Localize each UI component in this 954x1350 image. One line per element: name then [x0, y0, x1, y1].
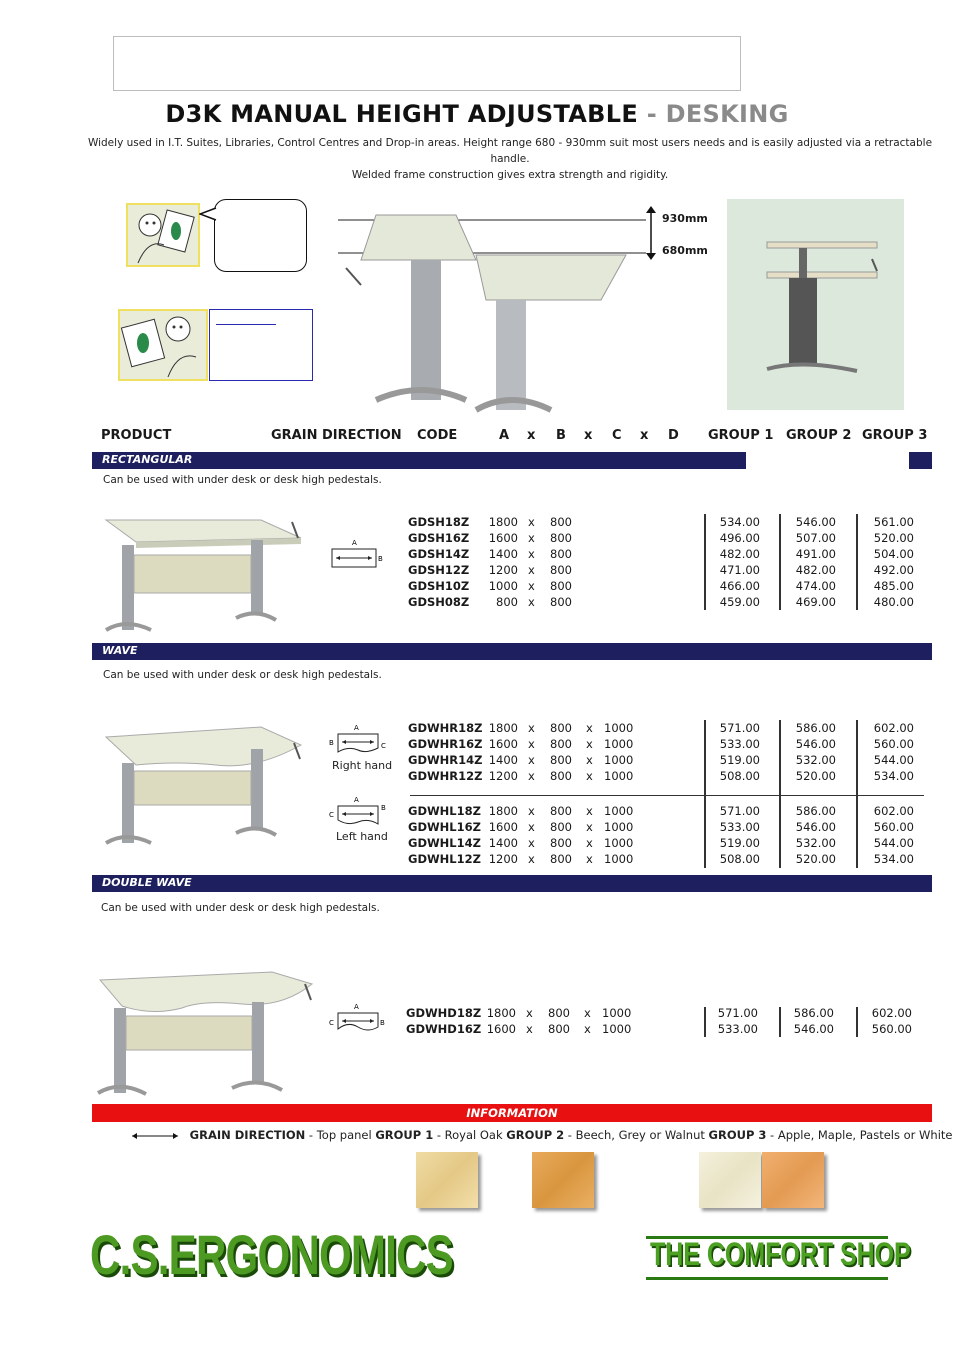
- times-sign: x: [528, 579, 535, 593]
- info-g2-label: GROUP 2: [506, 1128, 565, 1142]
- cs-ergonomics-logo: C.S.ERGONOMICS: [90, 1223, 453, 1286]
- rect-price-table: [400, 514, 930, 610]
- dim-c: 1000: [602, 1022, 632, 1036]
- table-row: [400, 578, 930, 594]
- dim-a: 1200: [488, 563, 518, 577]
- link-underline[interactable]: [216, 324, 276, 325]
- wave-right-grain-diagram: [328, 722, 388, 758]
- product-code: GDWHD18Z: [406, 1006, 482, 1020]
- intro-text: [80, 135, 940, 183]
- cartoon-reader-image: [126, 203, 200, 267]
- price-group1: 534.00: [719, 515, 760, 529]
- swatch-beech: [532, 1152, 594, 1208]
- times-sign: x: [528, 563, 535, 577]
- rect-vline-1: [704, 514, 706, 610]
- dwave-vline-1: [704, 1007, 706, 1037]
- dim-a: 1800: [488, 721, 518, 735]
- speech-bubble: [214, 199, 307, 272]
- svg-text:C: C: [381, 742, 386, 750]
- svg-text:B: B: [380, 1019, 385, 1027]
- price-group2: 586.00: [795, 804, 836, 818]
- times-sign: x: [528, 804, 535, 818]
- times-sign: x: [528, 737, 535, 751]
- height-low-label: 680mm: [662, 244, 708, 257]
- times-sign: x: [586, 721, 593, 735]
- dim-c: 1000: [604, 769, 634, 783]
- product-code: GDSH12Z: [408, 563, 470, 577]
- table-row: [400, 736, 930, 752]
- price-group1: 533.00: [717, 1022, 758, 1036]
- svg-text:A: A: [354, 724, 359, 732]
- price-group1: 519.00: [719, 753, 760, 767]
- times-sign: x: [526, 1022, 533, 1036]
- dim-b: 800: [550, 547, 572, 561]
- times-sign: x: [528, 820, 535, 834]
- page-title: [0, 100, 954, 128]
- col-product: PRODUCT: [101, 428, 172, 443]
- table-row: [398, 1005, 930, 1021]
- section-bar-rectangular: RECTANGULAR: [92, 452, 746, 469]
- section-bar-rect-right: [909, 452, 932, 469]
- col-grain: GRAIN DIRECTION: [271, 428, 402, 443]
- price-group3: 480.00: [873, 595, 914, 609]
- price-group1: 459.00: [719, 595, 760, 609]
- price-group3: 544.00: [873, 753, 914, 767]
- dim-b: 800: [550, 515, 572, 529]
- dim-a: 1000: [488, 579, 518, 593]
- price-group2: 546.00: [793, 1022, 834, 1036]
- price-group1: 466.00: [719, 579, 760, 593]
- dim-b: 800: [550, 836, 572, 850]
- price-group1: 571.00: [719, 804, 760, 818]
- title-main: D3K MANUAL HEIGHT ADJUSTABLE: [165, 100, 639, 128]
- product-code: GDWHR16Z: [408, 737, 483, 751]
- times-sign: x: [586, 737, 593, 751]
- svg-text:B: B: [329, 739, 334, 747]
- right-hand-label: Right hand: [332, 759, 393, 772]
- price-group3: 602.00: [873, 804, 914, 818]
- dim-a: 1400: [488, 836, 518, 850]
- dim-a: 1800: [488, 804, 518, 818]
- cartoon-figure-icon: [128, 205, 198, 265]
- desk-side-drawing: [727, 199, 904, 410]
- product-code: GDWHD16Z: [406, 1022, 482, 1036]
- col-d: D: [668, 428, 679, 443]
- desk-side-photo: [727, 199, 904, 410]
- svg-text:B: B: [378, 555, 383, 563]
- times-sign: x: [586, 769, 593, 783]
- dim-c: 1000: [604, 852, 634, 866]
- intro-line-2: Welded frame construction gives extra strength and rigidity.: [351, 169, 669, 181]
- wave-right-price-table: [400, 720, 930, 784]
- price-group3: 492.00: [873, 563, 914, 577]
- dim-b: 800: [550, 579, 572, 593]
- price-group2: 586.00: [793, 1006, 834, 1020]
- svg-text:C: C: [329, 1019, 334, 1027]
- col-c: C: [612, 428, 622, 443]
- dim-a: 1600: [488, 531, 518, 545]
- price-group3: 602.00: [871, 1006, 912, 1020]
- top-banner-box: [113, 36, 741, 91]
- product-code: GDSH18Z: [408, 515, 470, 529]
- dim-b: 800: [550, 804, 572, 818]
- double-arrow-icon: [130, 1131, 180, 1141]
- price-group1: 496.00: [719, 531, 760, 545]
- dwave-price-table: [398, 1005, 930, 1037]
- price-group3: 560.00: [873, 737, 914, 751]
- price-group3: 602.00: [873, 721, 914, 735]
- times-sign: x: [528, 595, 535, 609]
- price-group3: 534.00: [873, 852, 914, 866]
- price-group3: 560.00: [871, 1022, 912, 1036]
- dim-a: 1800: [486, 1006, 516, 1020]
- wave-vline-2: [779, 720, 781, 868]
- price-group1: 471.00: [719, 563, 760, 577]
- svg-text:C: C: [329, 811, 334, 819]
- section-bar-double-wave: DOUBLE WAVE: [92, 875, 932, 892]
- wave-divider: [410, 795, 924, 796]
- dim-b: 800: [550, 531, 572, 545]
- dim-b: 800: [550, 737, 572, 751]
- dim-c: 1000: [602, 1006, 632, 1020]
- dim-b: 800: [550, 753, 572, 767]
- price-group3: 560.00: [873, 820, 914, 834]
- table-row: [400, 752, 930, 768]
- price-group2: 469.00: [795, 595, 836, 609]
- dim-a: 1400: [488, 547, 518, 561]
- dim-b: 800: [548, 1006, 570, 1020]
- info-g1-label: GROUP 1: [375, 1128, 434, 1142]
- price-group2: 474.00: [795, 579, 836, 593]
- product-code: GDSH16Z: [408, 531, 470, 545]
- table-row: [398, 1021, 930, 1037]
- info-bar: INFORMATION: [92, 1104, 932, 1122]
- times-sign: x: [526, 1006, 533, 1020]
- table-row: [400, 720, 930, 736]
- price-group2: 546.00: [795, 515, 836, 529]
- left-hand-label: Left hand: [336, 830, 388, 843]
- times-sign: x: [584, 1006, 591, 1020]
- link-box[interactable]: [209, 309, 313, 381]
- price-group1: 533.00: [719, 820, 760, 834]
- dim-c: 1000: [604, 721, 634, 735]
- dwave-desk-image: [92, 960, 322, 1105]
- intro-line-1: Widely used in I.T. Suites, Libraries, Control Centres and Drop-in areas. Height range 680 - 930mm suit most users needs and is easily adjusted via a retractable handle.: [87, 137, 933, 165]
- price-group1: 533.00: [719, 737, 760, 751]
- dim-c: 1000: [604, 737, 634, 751]
- price-group3: 534.00: [873, 769, 914, 783]
- info-g1-text: - Royal Oak: [436, 1128, 503, 1142]
- info-grain-label: GRAIN DIRECTION: [189, 1128, 306, 1142]
- product-code: GDSH10Z: [408, 579, 470, 593]
- swatch-apple: [762, 1152, 824, 1208]
- dim-b: 800: [548, 1022, 570, 1036]
- table-row: [400, 562, 930, 578]
- price-group2: 532.00: [795, 753, 836, 767]
- rect-vline-2: [779, 514, 781, 610]
- times-sign: x: [528, 547, 535, 561]
- svg-text:A: A: [352, 539, 357, 547]
- times-sign: x: [586, 804, 593, 818]
- table-row: [400, 768, 930, 784]
- price-group3: 544.00: [873, 836, 914, 850]
- wave-desk-image: [96, 715, 311, 855]
- table-row: [400, 530, 930, 546]
- dim-a: 1200: [488, 769, 518, 783]
- dim-b: 800: [550, 595, 572, 609]
- dim-c: 1000: [604, 804, 634, 818]
- price-group2: 520.00: [795, 852, 836, 866]
- price-group2: 546.00: [795, 737, 836, 751]
- price-group2: 507.00: [795, 531, 836, 545]
- info-g2-text: - Beech, Grey or Walnut: [567, 1128, 705, 1142]
- comfort-shop-logo: THE COMFORT SHOP: [650, 1236, 911, 1272]
- table-row: [400, 594, 930, 610]
- wave-left-price-table: [400, 803, 930, 867]
- dim-b: 800: [550, 563, 572, 577]
- swatch-maple: [699, 1152, 761, 1208]
- price-group3: 485.00: [873, 579, 914, 593]
- table-row: [400, 819, 930, 835]
- price-group1: 508.00: [719, 852, 760, 866]
- price-group2: 520.00: [795, 769, 836, 783]
- col-a: A: [499, 428, 510, 443]
- dim-b: 800: [550, 820, 572, 834]
- dim-c: 1000: [604, 836, 634, 850]
- times-sign: x: [528, 531, 535, 545]
- price-group3: 520.00: [873, 531, 914, 545]
- col-code: CODE: [417, 428, 458, 443]
- product-code: GDWHR12Z: [408, 769, 483, 783]
- wave-vline-1: [704, 720, 706, 868]
- rect-desk-image: [96, 500, 311, 640]
- svg-text:A: A: [354, 1003, 359, 1011]
- info-g3-label: GROUP 3: [708, 1128, 767, 1142]
- dim-b: 800: [550, 721, 572, 735]
- price-group1: 482.00: [719, 547, 760, 561]
- wave-left-grain-diagram: [328, 794, 388, 830]
- dim-a: 1200: [488, 852, 518, 866]
- title-sub: - DESKING: [646, 100, 789, 128]
- times-sign: x: [586, 852, 593, 866]
- price-group2: 532.00: [795, 836, 836, 850]
- col-group2: GROUP 2: [786, 428, 852, 443]
- price-group2: 491.00: [795, 547, 836, 561]
- table-row: [400, 851, 930, 867]
- times-sign: x: [586, 836, 593, 850]
- dim-a: 1600: [486, 1022, 516, 1036]
- svg-text:B: B: [381, 804, 386, 812]
- times-sign: x: [528, 753, 535, 767]
- dim-b: 800: [550, 769, 572, 783]
- col-group3: GROUP 3: [862, 428, 928, 443]
- product-code: GDWHR18Z: [408, 721, 483, 735]
- product-code: GDWHL12Z: [408, 852, 481, 866]
- dim-a: 1600: [488, 820, 518, 834]
- times-sign: x: [586, 753, 593, 767]
- dim-a: 1800: [488, 515, 518, 529]
- times-sign: x: [528, 721, 535, 735]
- times-sign: x: [528, 836, 535, 850]
- rect-vline-3: [856, 514, 858, 610]
- height-high-label: 930mm: [662, 212, 708, 225]
- col-x3: x: [640, 428, 649, 443]
- price-group1: 508.00: [719, 769, 760, 783]
- times-sign: x: [586, 820, 593, 834]
- col-x2: x: [584, 428, 593, 443]
- price-group1: 571.00: [719, 721, 760, 735]
- info-g3-text: - Apple, Maple, Pastels or White: [770, 1128, 953, 1142]
- dim-a: 1400: [488, 753, 518, 767]
- info-line: [130, 1128, 952, 1142]
- dim-c: 1000: [604, 753, 634, 767]
- info-grain-text: - Top panel: [308, 1128, 372, 1142]
- table-row: [400, 514, 930, 530]
- dwave-vline-3: [856, 1007, 858, 1037]
- times-sign: x: [528, 852, 535, 866]
- price-group3: 561.00: [873, 515, 914, 529]
- product-code: GDSH08Z: [408, 595, 470, 609]
- col-x1: x: [527, 428, 536, 443]
- wave-vline-3: [856, 720, 858, 868]
- col-b: B: [556, 428, 566, 443]
- price-group2: 586.00: [795, 721, 836, 735]
- cartoon-holder-image: [118, 309, 208, 381]
- svg-text:A: A: [354, 796, 359, 804]
- col-group1: GROUP 1: [708, 428, 774, 443]
- price-group2: 546.00: [795, 820, 836, 834]
- product-code: GDWHL16Z: [408, 820, 481, 834]
- table-row: [400, 835, 930, 851]
- price-group1: 519.00: [719, 836, 760, 850]
- section-bar-wave: WAVE: [92, 643, 932, 660]
- cartoon-figure-2-icon: [120, 311, 206, 379]
- swatch-royal-oak: [416, 1152, 478, 1208]
- table-row: [400, 546, 930, 562]
- dwave-vline-2: [779, 1007, 781, 1037]
- rect-grain-diagram: [328, 537, 386, 571]
- product-code: GDWHR14Z: [408, 753, 483, 767]
- price-group3: 504.00: [873, 547, 914, 561]
- product-code: GDWHL18Z: [408, 804, 481, 818]
- times-sign: x: [528, 515, 535, 529]
- dim-a: 800: [496, 595, 518, 609]
- table-row: [400, 803, 930, 819]
- dwave-grain-diagram: [328, 1001, 388, 1037]
- price-group2: 482.00: [795, 563, 836, 577]
- times-sign: x: [584, 1022, 591, 1036]
- bubble-tail-icon: [199, 206, 217, 222]
- product-code: GDWHL14Z: [408, 836, 481, 850]
- dwave-note: Can be used with under desk or desk high pedestals.: [101, 902, 380, 914]
- desk-hero-image: [336, 200, 726, 415]
- dim-c: 1000: [604, 820, 634, 834]
- dim-b: 800: [550, 852, 572, 866]
- rect-note: Can be used with under desk or desk high pedestals.: [103, 474, 382, 486]
- product-code: GDSH14Z: [408, 547, 470, 561]
- times-sign: x: [528, 769, 535, 783]
- wave-note: Can be used with under desk or desk high pedestals.: [103, 669, 382, 681]
- dim-a: 1600: [488, 737, 518, 751]
- price-group1: 571.00: [717, 1006, 758, 1020]
- height-arrow-icon: [644, 205, 658, 261]
